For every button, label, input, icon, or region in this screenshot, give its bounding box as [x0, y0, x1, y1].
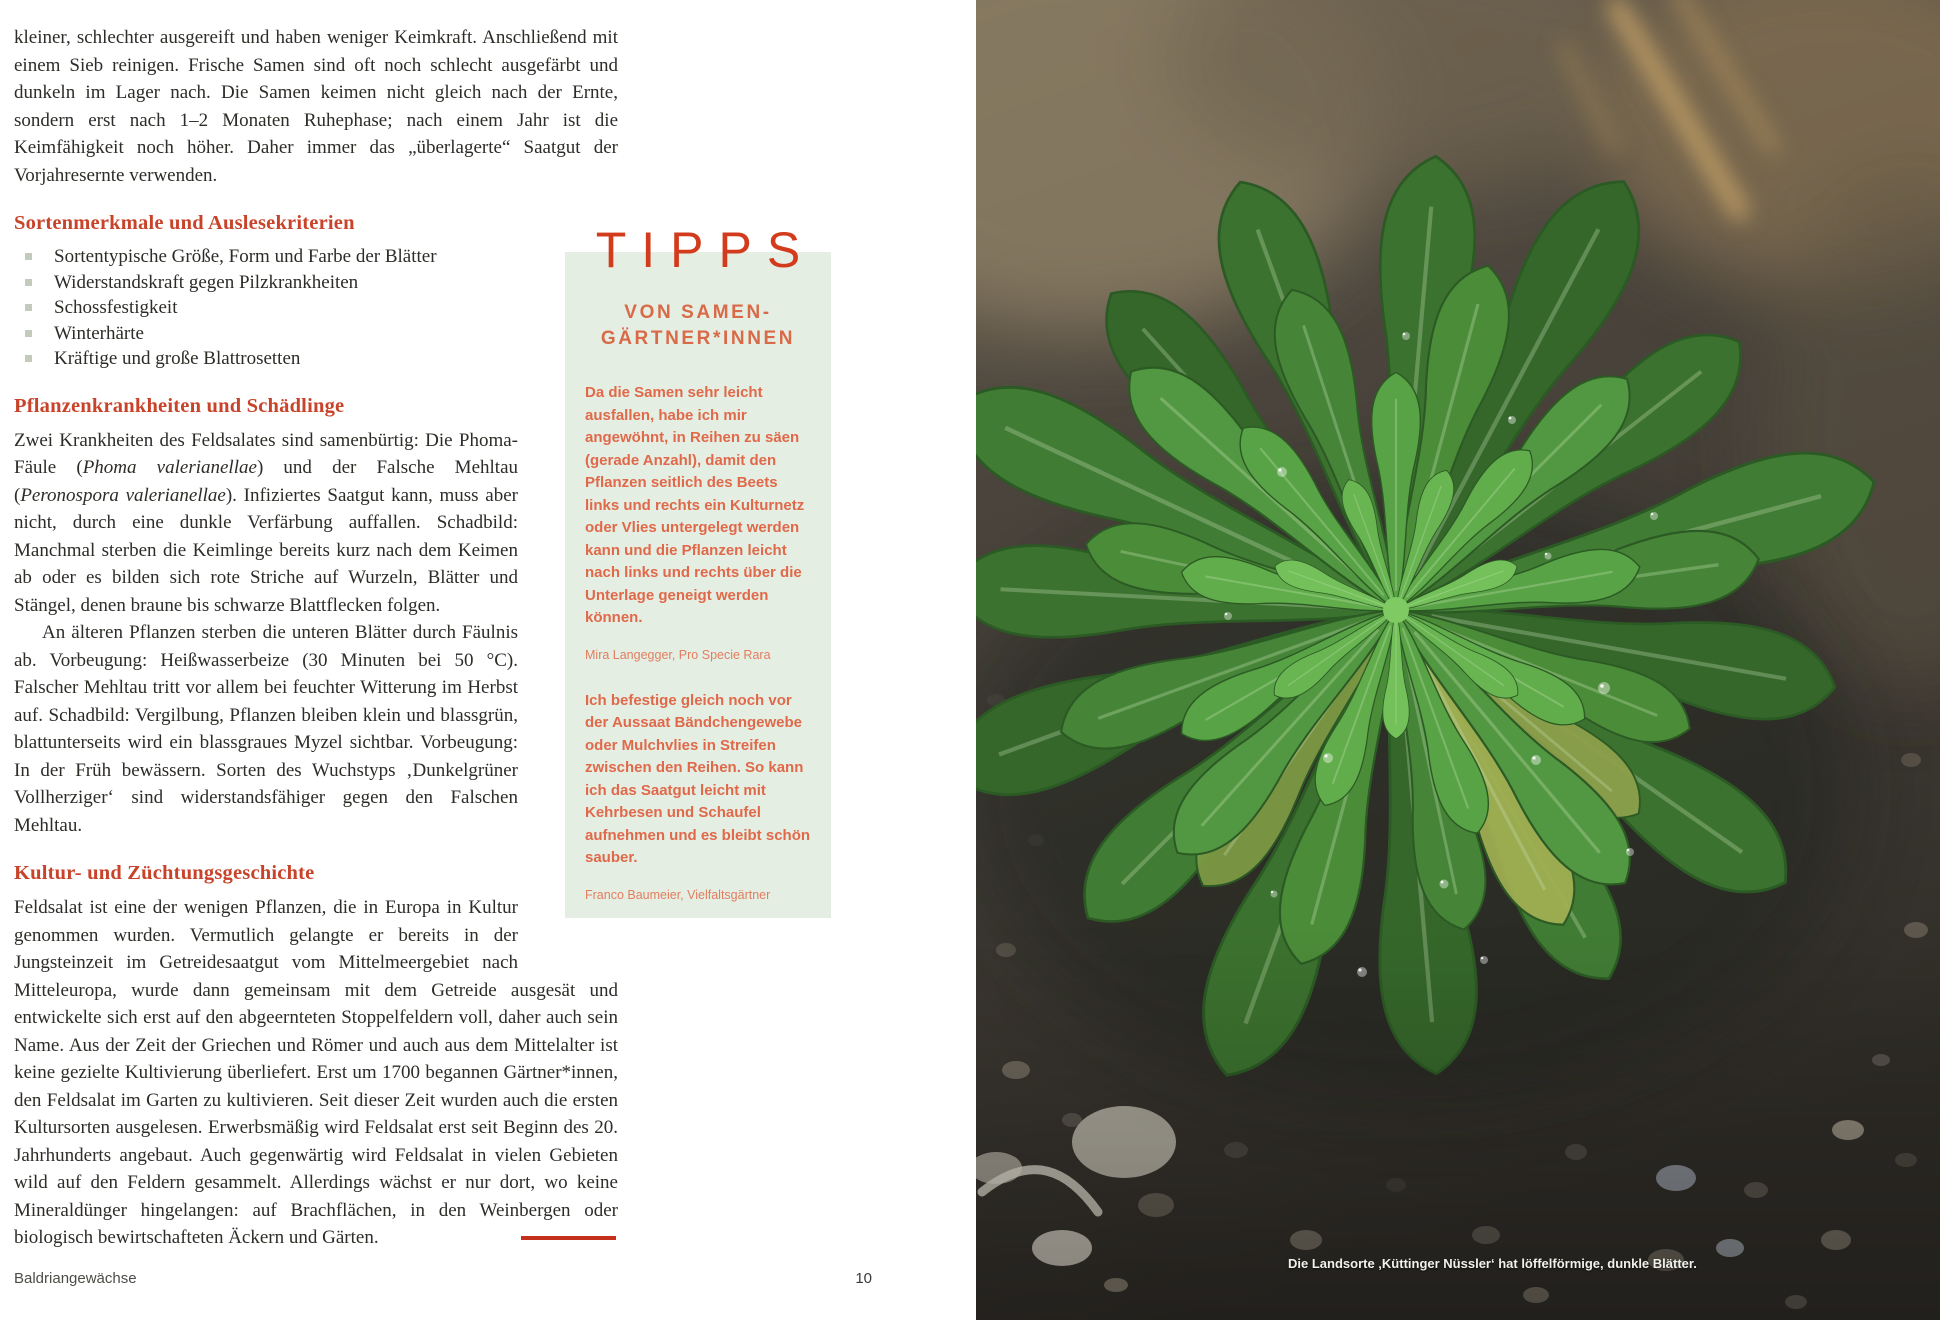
tips-subtitle-line2: GÄRTNER*INNEN — [600, 328, 796, 349]
page-number: 10 — [855, 1270, 872, 1287]
list-item: Widerstandskraft gegen Pilzkrankheiten — [14, 270, 618, 296]
tips-box-title: TIPPS — [595, 222, 816, 278]
decorative-red-rule — [521, 1236, 616, 1240]
tip-author-2: Franco Baumeier, Vielfaltsgärtner — [585, 887, 771, 902]
species-name-italic: Phoma valerianellae — [82, 457, 257, 478]
running-footer-section: Baldriangewächse — [14, 1270, 137, 1287]
tip-author-1: Mira Langegger, Pro Specie Rara — [585, 647, 771, 662]
tips-box-subtitle — [575, 300, 821, 352]
tip-quote-1: Da die Samen sehr leicht ausfallen, habe ich mir angewöhnt, in Reihen zu säen (gerade Anzahl), damit den Pflanzen seitlich des Beets links und rechts ein Kulturnetz oder Vlies untergelegt werden kann und die Pflanzen leicht nach links und rechts über die Unterlage geneigt werden können. — [585, 384, 805, 626]
tip-quote-2: Ich befestige gleich noch vor der Aussaat Bändchengewebe oder Mulchvlies in Streifen zwischen den Reihen. So kann ich das Saatgut leicht mit Kehrbesen und Schaufel aufnehmen und es bleibt schön sauber. — [585, 691, 811, 866]
text-segment: ) und der Falsche Mehltau ( — [14, 457, 518, 506]
photo-vignette — [976, 0, 1940, 1320]
text-segment: Zwei Krankheiten des Feldsalates sind samenbürtig: Die Phoma-Fäule ( — [14, 429, 518, 478]
list-item: Schossfestigkeit — [14, 295, 618, 321]
criteria-list — [14, 244, 618, 372]
feldsalat-photo-illustration — [976, 0, 1940, 1320]
list-item: Kräftige und große Blattrosetten — [14, 346, 618, 372]
culture-history-paragraph: Feldsalat ist eine der wenigen Pflanzen, die in Europa in Kultur genommen wurden. Vermutlich gelangte er bereits in der Jungsteinzeit im Getreidesaatgut vom Mittelmeergebiet nach Mitteleuropa, wurde dann gemeinsam mit dem Getreide ausgesät und entwickelte sich erst auf den abgeernteten Stoppelfeldern voll, daher auch sein Name. Aus der Zeit der Griechen und Römer und auch aus dem Mittelalter ist keine gezielte Kultivierung überliefert. Erst um 1700 begannen Gärtner*innen, den Feldsalat im Garten zu kultivieren. Seit dieser Zeit wurden auch die ersten Kultursorten ausgelesen. Erwerbsmäßig wird Feldsalat erst seit Beginn des 20. Jahrhunderts angebaut. Auch gegenwärtig wird Feldsalat in vielen Gebieten wild auf den Feldern gesammelt. Allerdings wächst er nur dort, wo keine Mineraldünger hingelangen: auf Brachflächen, in den Weinbergen oder biologisch bewirtschafteten Äckern und Gärten. — [14, 897, 618, 1248]
tips-subtitle-line1: VON SAMEN- — [624, 302, 772, 323]
intro-paragraph: kleiner, schlechter ausgereift und haben weniger Keimkraft. Anschließend mit einem Sieb reinigen. Frische Samen sind oft noch schlecht ausgefärbt und dunkeln im Lager nach. Die Samen keimen nicht gleich nach der Ernte, sondern erst nach 1–2 Monaten Ruhephase; nach einem Jahr ist die Keimfähigkeit noch höher. Daher immer das „überlagerte“ Saatgut der Vorjahresernte verwenden. — [14, 27, 618, 186]
photo-caption: Die Landsorte ‚Küttinger Nüssler‘ hat löffelförmige, dunkle Blätter. — [1288, 1256, 1697, 1271]
diseases-paragraph-2: An älteren Pflanzen sterben die unteren Blätter durch Fäulnis ab. Vorbeugung: Heißwasserbeize (30 Minuten bei 50 °C). Falscher Mehltau tritt vor allem bei feuchter Witterung im Herbst auf. Schadbild: Vergilbung, Pflanzen bleiben klein und blassgrün, blattunterseits wird ein blassgraues Myzel sichtbar. Vorbeugung: In der Früh bewässern. Sorten des Wuchstyps ‚Dunkelgrüner Vollherziger‘ sind widerstandsfähiger gegen den Falschen Mehltau. — [14, 622, 518, 836]
species-name-italic: Peronospora valerianellae — [20, 484, 226, 506]
tips-box — [565, 222, 831, 918]
article-column — [14, 24, 618, 1252]
section-heading-sortenmerkmale: Sortenmerkmale und Auslesekriterien — [14, 212, 355, 234]
text-segment: ). Infiziertes Saatgut kann, muss aber nicht, durch eine dunkle Verfärbung auffallen. Schadbild: Manchmal sterben die Keimlinge bereits kurz nach dem Keimen ab oder es bilden sich rote Striche auf Wurzeln, Blätter und Stängel, denen braune bis schwarze Blattflecken folgen. — [14, 484, 518, 616]
section-heading-krankheiten: Pflanzenkrankheiten und Schädlinge — [14, 394, 345, 417]
feldsalat-photo — [976, 0, 1940, 1320]
list-item: Sortentypische Größe, Form und Farbe der Blätter — [14, 244, 618, 270]
section-heading-kultur: Kultur- und Züchtungsgeschichte — [14, 862, 315, 884]
list-item: Winterhärte — [14, 321, 618, 347]
